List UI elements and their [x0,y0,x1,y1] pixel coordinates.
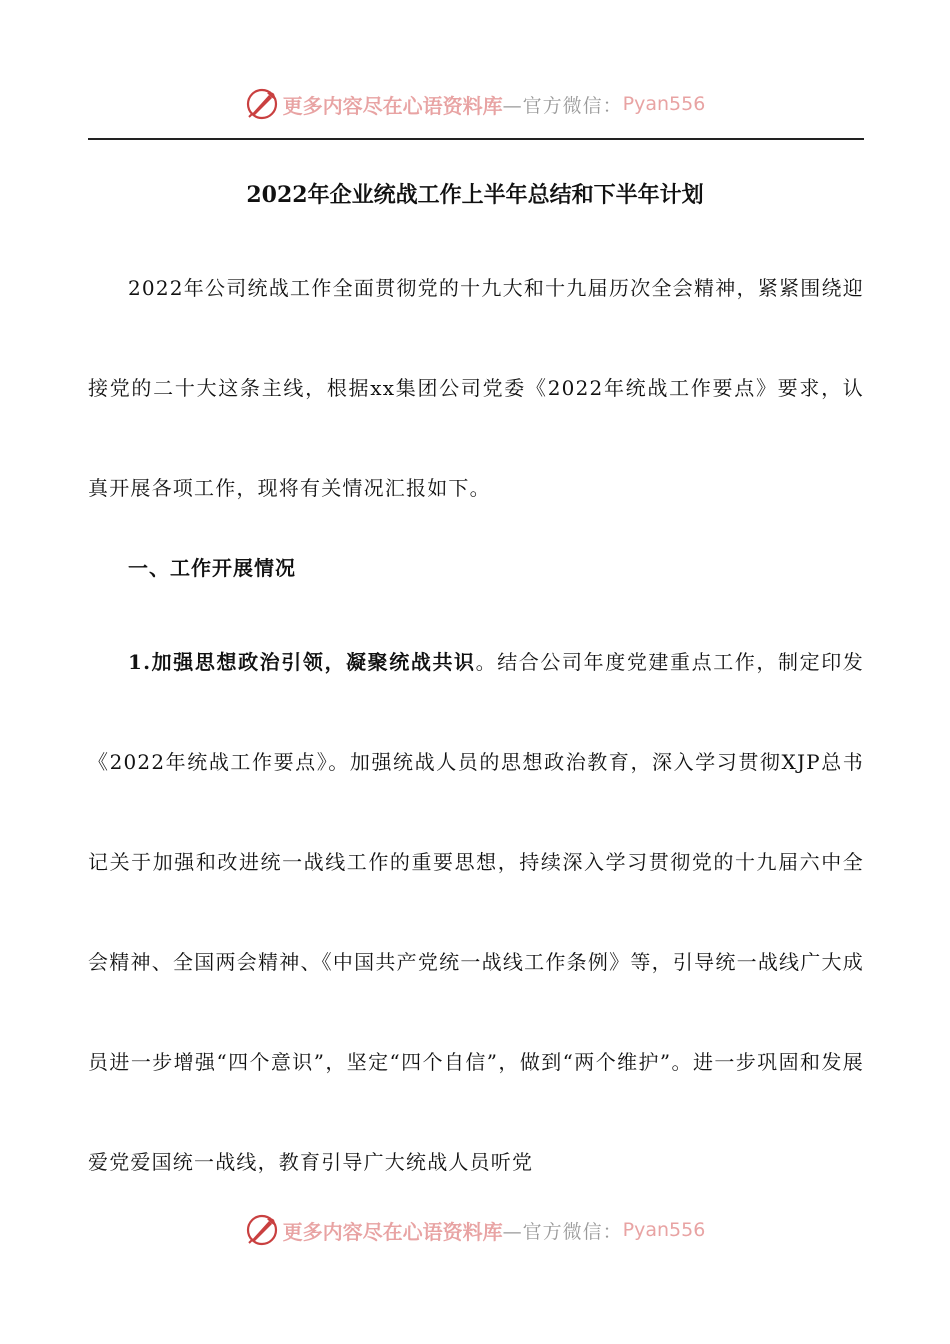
intro-paragraph: 2022年公司统战工作全面贯彻党的十九大和十九届历次全会精神，紧紧围绕迎接党的二十大这条主线，根据xx集团公司党委《2022年统战工作要点》要求，认真开展各项工作，现将有关情况汇报如下。 [88,276,864,500]
banner-main-text: 更多内容尽在心语资料库 [282,1219,503,1244]
banner-wechat-id: Pyan556 [622,93,706,115]
item-paragraph [88,612,864,1212]
banner-wechat-id: Pyan556 [622,1219,706,1241]
footer-watermark-banner [0,1208,950,1252]
header-watermark-banner [0,82,950,126]
banner-sub-text: —官方微信： [502,94,623,117]
section-heading: 一、工作开展情况 [128,556,296,580]
item-body-text: 。结合公司年度党建重点工作，制定印发《2022年统战工作要点》。加强统战人员的思想政治教育，深入学习贯彻XJP总书记关于加强和改进统一战线工作的重要思想，持续深入学习贯彻党的十九届六中全会精神、全国两会精神、《中国共产党统一战线工作条例》等，引导统一战线广大成员进一步增强“四个意识”，坚定“四个自信”，做到“两个维护”。进一步巩固和发展爱党爱国统一战线，教育引导广大统战人员听党 [88,650,864,1174]
quill-logo-icon [245,1213,279,1247]
banner-sub-text: —官方微信： [502,1220,623,1243]
quill-logo-icon [245,87,279,121]
document-title: 2022年企业统战工作上半年总结和下半年计划 [246,182,704,208]
banner-main-text: 更多内容尽在心语资料库 [282,93,503,118]
item-lead-bold: 1.加强思想政治引领，凝聚统战共识 [128,650,476,674]
header-divider [88,138,864,140]
